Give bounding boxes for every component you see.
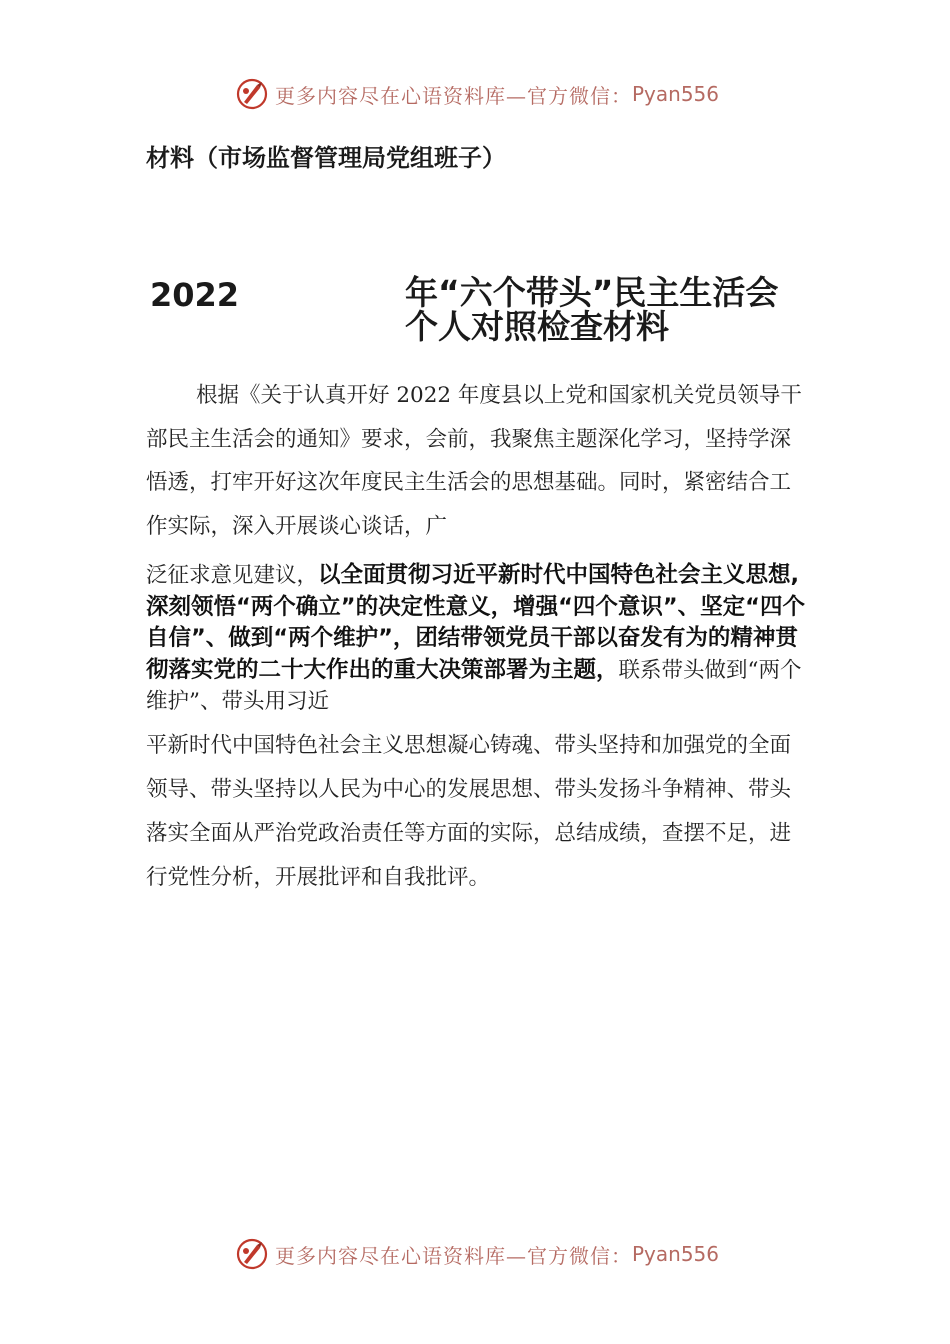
paragraph-2-tail: 联系带头做到“两个维护”、带头用习近 bbox=[146, 657, 802, 714]
quill-logo-icon bbox=[235, 77, 269, 111]
body-paragraph-3: 平新时代中国特色社会主义思想凝心铸魂、带头坚持和加强党的全面领导、带头坚持以人民为中心的发展思想、带头发扬斗争精神、带头落实全面从严治党政治责任等方面的实际，总结成绩，查摆不足，进行党性分析，开展批评和自我批评。 bbox=[146, 733, 792, 890]
quill-logo-icon bbox=[235, 1237, 269, 1271]
paragraph-2-lead: 泛征求意见建议， bbox=[146, 563, 319, 588]
body-paragraph-2 bbox=[146, 560, 810, 718]
watermark-text: 更多内容尽在心语资料库—官方微信： bbox=[275, 1243, 632, 1268]
watermark-text: 更多内容尽在心语资料库—官方微信： bbox=[275, 83, 632, 108]
document-title: 年“六个带头”民主生活会个人对照检查材料 bbox=[405, 273, 779, 346]
title-year: 2022 bbox=[150, 276, 240, 314]
paragraph-1-text: 根据《关于认真开好 2022 年度县以上党和国家机关党员领导干部民主生活会的通知》要求，会前，我聚焦主题深化学习，坚持学深悟透，打牢开好这次年度民主生活会的思想基础。同时，紧密结合工作实际，深入开展谈心谈话，广 bbox=[146, 383, 802, 539]
watermark-id: Pyan556 bbox=[632, 82, 720, 106]
footer-watermark bbox=[235, 1234, 719, 1274]
watermark-id: Pyan556 bbox=[632, 1242, 720, 1266]
document-subtitle: 材料（市场监督管理局党组班子） bbox=[146, 144, 506, 172]
header-watermark bbox=[235, 74, 719, 114]
paragraph-2-bold-theme: 以全面贯彻习近平新时代中国特色社会主义思想,深刻领悟“两个确立”的决定性意义，增强“四个意识”、坚定“四个自信”、做到“两个维护”，团结带领党员干部以奋发有为的精神贯彻落实党的二十大作出的重大决策部署为主题， bbox=[146, 562, 805, 683]
body-paragraph-1 bbox=[146, 374, 810, 548]
